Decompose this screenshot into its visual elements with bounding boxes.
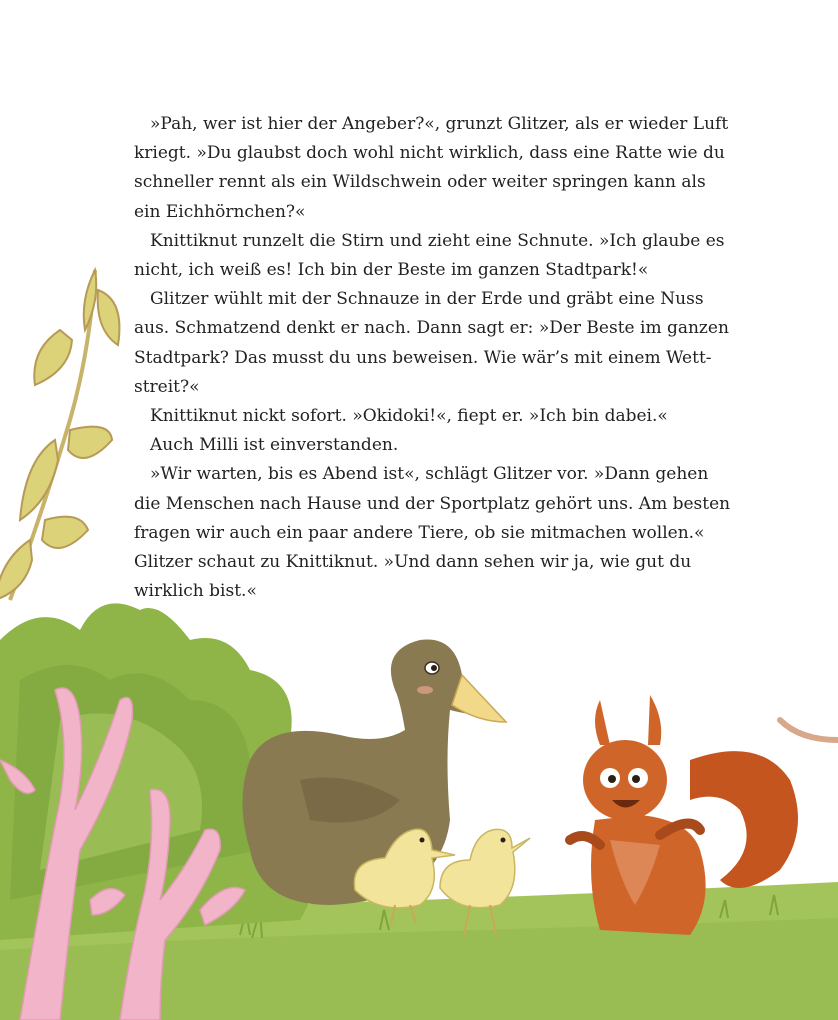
- story-line: ein Eichhörnchen?«: [134, 201, 306, 222]
- story-line: aus. Schmatzend denkt er nach. Dann sagt er: »Der Beste im ganzen: [134, 318, 729, 339]
- story-line: streit?«: [134, 376, 200, 397]
- story-line: Auch Milli ist einverstanden.: [150, 435, 399, 456]
- story-line: Knittiknut nickt sofort. »Okidoki!«, fiept er. »Ich bin dabei.«: [150, 406, 668, 427]
- story-line: wirklich bist.«: [134, 581, 257, 602]
- story-line: Glitzer wühlt mit der Schnauze in der Erde und gräbt eine Nuss: [150, 289, 704, 310]
- story-text: [134, 110, 731, 606]
- story-line: Glitzer schaut zu Knittiknut. »Und dann sehen wir ja, wie gut du: [134, 552, 692, 573]
- story-line: kriegt. »Du glaubst doch wohl nicht wirklich, dass eine Ratte wie du: [134, 143, 725, 164]
- story-line: »Pah, wer ist hier der Angeber?«, grunzt Glitzer, als er wieder Luft: [150, 114, 729, 134]
- story-line: schneller rennt als ein Wildschwein oder weiter springen kann als: [134, 172, 706, 193]
- story-line: die Menschen nach Hause und der Sportplatz gehört uns. Am besten: [134, 493, 731, 514]
- story-line: Knittiknut runzelt die Stirn und zieht eine Schnute. »Ich glaube es: [150, 230, 725, 251]
- story-line: fragen wir auch ein paar andere Tiere, ob sie mitmachen wollen.«: [134, 522, 705, 543]
- story-line: nicht, ich weiß es! Ich bin der Beste im ganzen Stadtpark!«: [134, 260, 649, 281]
- story-line: Stadtpark? Das musst du uns beweisen. Wie wär’s mit einem Wett-: [134, 347, 712, 368]
- story-line: »Wir warten, bis es Abend ist«, schlägt Glitzer vor. »Dann gehen: [150, 464, 709, 485]
- tail-icon: [780, 720, 838, 740]
- fern-icon: [0, 270, 119, 600]
